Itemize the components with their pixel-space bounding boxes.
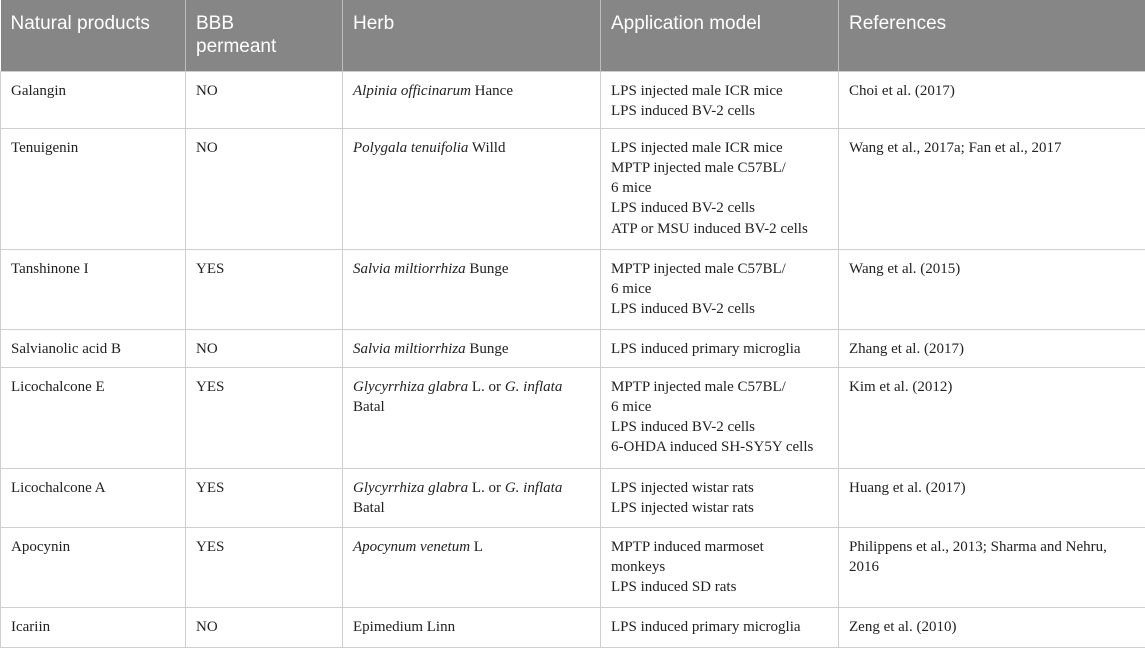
cell-product: Licochalcone E: [1, 367, 186, 468]
herb-mid: L. or: [468, 378, 505, 395]
herb-italic: Salvia miltiorrhiza: [353, 260, 466, 277]
cell-product: Licochalcone A: [1, 468, 186, 527]
herb-italic: Glycyrrhiza glabra: [353, 479, 469, 496]
herb-italic-2: G. inflata: [504, 479, 563, 496]
cell-herb: [343, 468, 601, 527]
header-references: References: [839, 0, 1145, 71]
cell-refs: Philippens et al., 2013; Sharma and Nehru, 2016: [839, 527, 1145, 607]
cell-herb: [343, 249, 601, 329]
cell-model: MPTP injected male C57BL/ 6 mice LPS induced BV-2 cells 6-OHDA induced SH-SY5Y cells: [601, 367, 839, 468]
header-natural-products: Natural products: [1, 0, 186, 71]
cell-herb: [343, 367, 601, 468]
cell-model: MPTP injected male C57BL/ 6 mice LPS induced BV-2 cells: [601, 249, 839, 329]
table-row: [1, 128, 1145, 249]
herb-rest: Hance: [470, 82, 513, 99]
cell-refs: Zeng et al. (2010): [839, 607, 1145, 647]
herb-rest: Batal: [353, 499, 385, 516]
cell-model: LPS injected wistar rats LPS injected wistar rats: [601, 468, 839, 527]
table-row: [1, 329, 1145, 367]
cell-bbb: NO: [186, 607, 343, 647]
cell-herb: [343, 128, 601, 249]
herb-rest: Bunge: [465, 260, 509, 277]
table-row: [1, 468, 1145, 527]
herb-italic-2: G. inflata: [504, 378, 563, 395]
cell-refs: Zhang et al. (2017): [839, 329, 1145, 367]
table-row: [1, 607, 1145, 647]
herb-italic: Apocynum venetum: [353, 538, 471, 555]
header-application-model: Application model: [601, 0, 839, 71]
cell-model: LPS injected male ICR mice MPTP injected male C57BL/ 6 mice LPS induced BV-2 cells ATP or MSU induced BV-2 cells: [601, 128, 839, 249]
cell-product: Apocynin: [1, 527, 186, 607]
herb-rest: Batal: [353, 398, 385, 415]
cell-model: MPTP induced marmoset monkeys LPS induced SD rats: [601, 527, 839, 607]
header-bbb-permeant: BBB permeant: [186, 0, 343, 71]
herb-rest: Bunge: [465, 340, 509, 357]
cell-refs: Choi et al. (2017): [839, 71, 1145, 128]
cell-bbb: YES: [186, 468, 343, 527]
cell-model: LPS injected male ICR mice LPS induced BV-2 cells: [601, 71, 839, 128]
herb-italic: Polygala tenuifolia: [353, 139, 469, 156]
cell-herb: [343, 527, 601, 607]
herb-rest: Willd: [468, 139, 506, 156]
cell-bbb: YES: [186, 249, 343, 329]
cell-herb: [343, 329, 601, 367]
cell-model: LPS induced primary microglia: [601, 329, 839, 367]
cell-product: Salvianolic acid B: [1, 329, 186, 367]
cell-bbb: YES: [186, 367, 343, 468]
header-herb: Herb: [343, 0, 601, 71]
herb-rest: Epimedium Linn: [353, 618, 456, 635]
cell-herb: [343, 607, 601, 647]
cell-herb: [343, 71, 601, 128]
cell-product: Icariin: [1, 607, 186, 647]
table-row: [1, 249, 1145, 329]
herb-italic: Salvia miltiorrhiza: [353, 340, 466, 357]
table-header-row: [1, 0, 1145, 71]
cell-product: Tenuigenin: [1, 128, 186, 249]
cell-model: LPS induced primary microglia: [601, 607, 839, 647]
cell-product: Galangin: [1, 71, 186, 128]
cell-product: Tanshinone I: [1, 249, 186, 329]
table-row: [1, 367, 1145, 468]
herb-italic: Glycyrrhiza glabra: [353, 378, 469, 395]
herb-mid: L. or: [468, 479, 505, 496]
herb-rest: L: [470, 538, 483, 555]
cell-refs: Kim et al. (2012): [839, 367, 1145, 468]
herb-italic: Alpinia officinarum: [353, 82, 471, 99]
cell-bbb: NO: [186, 128, 343, 249]
cell-bbb: NO: [186, 329, 343, 367]
cell-refs: Huang et al. (2017): [839, 468, 1145, 527]
cell-bbb: NO: [186, 71, 343, 128]
cell-bbb: YES: [186, 527, 343, 607]
cell-refs: Wang et al., 2017a; Fan et al., 2017: [839, 128, 1145, 249]
cell-refs: Wang et al. (2015): [839, 249, 1145, 329]
table-row: [1, 527, 1145, 607]
table-row: [1, 71, 1145, 128]
